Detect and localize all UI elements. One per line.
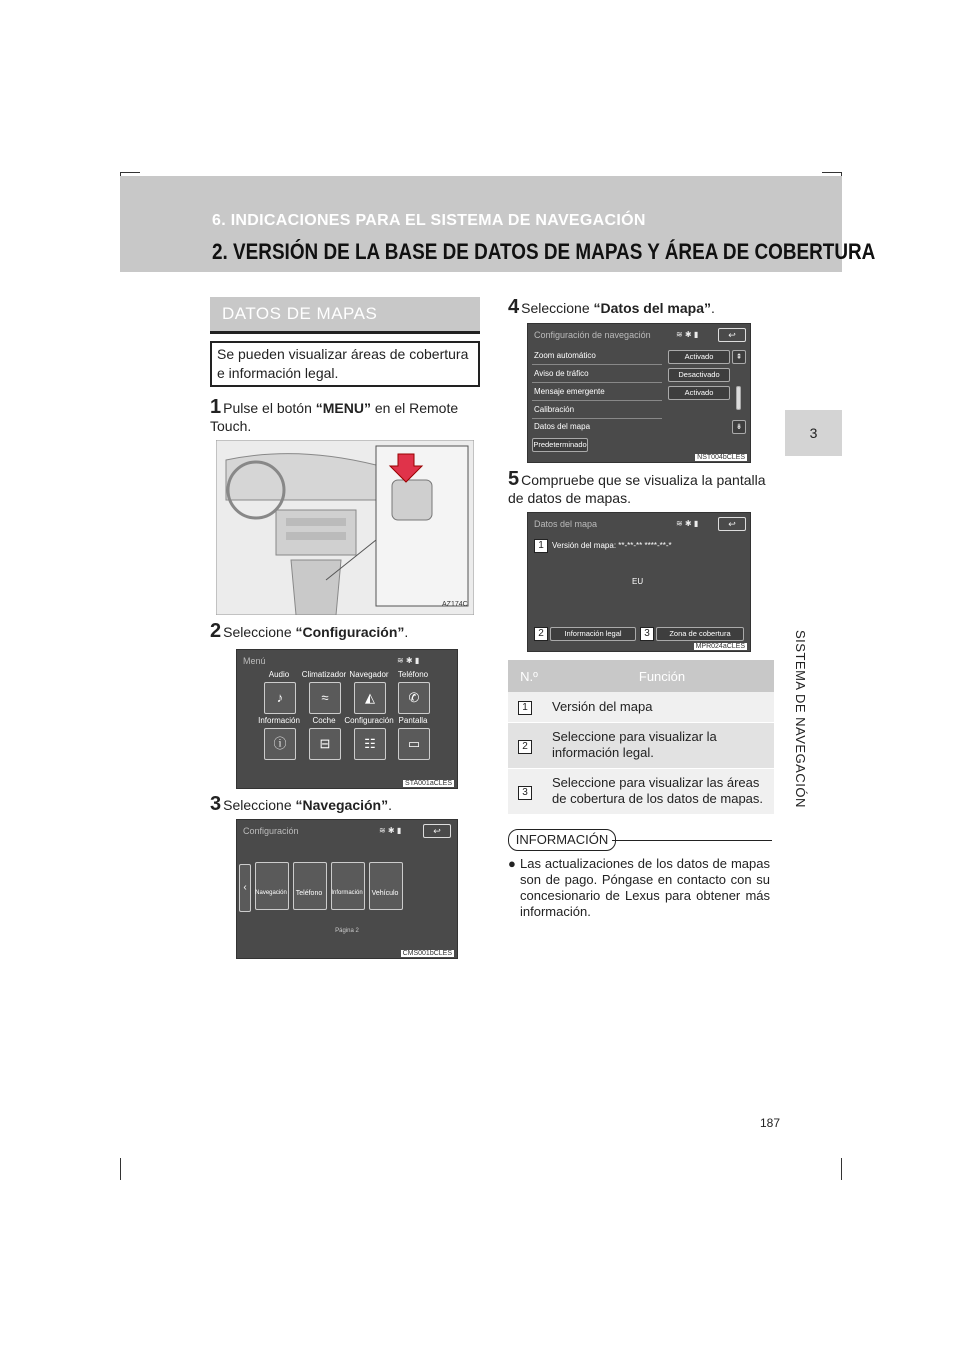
config-screen bbox=[236, 819, 458, 959]
menu-label-settings: Configuración bbox=[344, 716, 394, 725]
step-text: . bbox=[404, 624, 409, 640]
table-row bbox=[508, 768, 774, 814]
back-button[interactable]: ↩ bbox=[718, 328, 746, 342]
table-row bbox=[508, 722, 774, 768]
status-icons: ≋ ✱ ▮ bbox=[676, 330, 699, 339]
status-icons: ≋ ✱ ▮ bbox=[676, 519, 699, 528]
step-number: 5 bbox=[508, 468, 520, 490]
info-paragraph: Las actualizaciones de los datos de mapas son de pago. Póngase en contacto con su concesionario de Lexus para obtener más información. bbox=[520, 856, 770, 919]
row-text: Seleccione para visualizar las áreas de cobertura de los datos de mapas. bbox=[550, 768, 774, 814]
chapter-side-label: SISTEMA DE NAVEGACIÓN bbox=[793, 630, 808, 808]
menu-label-climate: Climatizador bbox=[301, 670, 347, 679]
step-text: Seleccione bbox=[223, 624, 296, 640]
navigation-icon[interactable]: ◭ bbox=[354, 682, 386, 714]
step-number: 2 bbox=[210, 620, 222, 642]
menu-label-info: Información bbox=[258, 716, 300, 725]
row-map-data[interactable]: Datos del mapa bbox=[534, 422, 591, 431]
crop-mark bbox=[120, 1158, 121, 1180]
step-3 bbox=[210, 795, 392, 814]
function-table bbox=[508, 660, 774, 815]
step-text: en el Remote Touch. bbox=[210, 400, 459, 434]
menu-label-car: Coche bbox=[312, 716, 336, 725]
row-number: 1 bbox=[518, 701, 532, 715]
step-number: 3 bbox=[210, 793, 222, 815]
section-title: 2. VERSIÓN DE LA BASE DE DATOS DE MAPAS Y ÁREA DE COBERTURA bbox=[212, 239, 876, 264]
settings-icon[interactable]: ☷ bbox=[354, 728, 386, 760]
config-label-vehicle: Vehículo bbox=[371, 890, 399, 897]
row-divider bbox=[532, 382, 662, 383]
display-icon[interactable]: ▭ bbox=[398, 728, 430, 760]
page-header bbox=[120, 176, 876, 272]
row-number: 3 bbox=[518, 786, 532, 800]
chapter-tab: 3 bbox=[785, 410, 842, 456]
scrollbar[interactable] bbox=[736, 386, 741, 410]
phone-icon[interactable]: ✆ bbox=[398, 682, 430, 714]
traffic-value[interactable]: Desactivado bbox=[668, 368, 730, 382]
console-illustration bbox=[216, 440, 474, 615]
menu-screen bbox=[236, 649, 458, 789]
screen-title: Configuración bbox=[243, 826, 299, 836]
info-item[interactable] bbox=[331, 862, 365, 910]
crop-mark bbox=[822, 172, 842, 173]
step-text: Compruebe que se visualiza la pantalla de datos de mapas. bbox=[508, 472, 766, 506]
step-text: Seleccione bbox=[223, 797, 296, 813]
step-key: “Datos del mapa” bbox=[593, 300, 711, 316]
scroll-up-button[interactable]: ⇞ bbox=[732, 350, 746, 364]
menu-label-phone: Teléfono bbox=[397, 670, 429, 679]
info-icon[interactable]: ⓘ bbox=[264, 728, 296, 760]
map-region: EU bbox=[632, 577, 644, 586]
menu-label-display: Pantalla bbox=[398, 716, 428, 725]
legal-info-button[interactable]: Información legal bbox=[550, 627, 636, 641]
table-header-function: Función bbox=[550, 660, 774, 692]
menu-label-audio: Audio bbox=[268, 670, 290, 679]
step-number: 4 bbox=[508, 296, 520, 318]
step-1 bbox=[210, 398, 482, 435]
auto-zoom-value[interactable]: Activado bbox=[668, 350, 730, 364]
row-divider bbox=[532, 418, 662, 419]
screen-title: Datos del mapa bbox=[534, 519, 598, 529]
step-text: Seleccione bbox=[521, 300, 594, 316]
config-label-phone: Teléfono bbox=[295, 890, 323, 897]
info-divider bbox=[612, 840, 772, 841]
screen-title: Configuración de navegación bbox=[534, 330, 651, 340]
scroll-down-button[interactable]: ⇟ bbox=[732, 420, 746, 434]
callout-1: 1 bbox=[534, 539, 548, 553]
crop-mark bbox=[841, 1158, 842, 1180]
step-key: “Configuración” bbox=[295, 624, 405, 640]
info-text bbox=[508, 856, 770, 920]
nav-config-screen bbox=[527, 323, 751, 463]
page-number: 187 bbox=[760, 1116, 781, 1130]
back-button[interactable]: ↩ bbox=[423, 824, 451, 838]
car-icon[interactable]: ⊟ bbox=[309, 728, 341, 760]
row-calibration[interactable]: Calibración bbox=[534, 405, 575, 414]
audio-icon[interactable]: ♪ bbox=[264, 682, 296, 714]
coverage-area-button[interactable]: Zona de cobertura bbox=[656, 627, 744, 641]
image-code: MPR024aCLES bbox=[695, 643, 745, 650]
menu-label-nav: Navegador bbox=[349, 670, 389, 679]
topic-heading bbox=[210, 297, 480, 334]
step-number: 1 bbox=[210, 396, 222, 418]
vehicle-item[interactable] bbox=[369, 862, 403, 910]
status-icons: ≋ ✱ ▮ bbox=[379, 826, 402, 835]
row-text: Seleccione para visualizar la información legal. bbox=[550, 722, 774, 768]
chevron-left-icon[interactable]: ‹ bbox=[239, 864, 251, 912]
table-header-number: N.º bbox=[508, 660, 550, 692]
phone-item[interactable] bbox=[293, 862, 327, 910]
step-text: Pulse el botón bbox=[223, 400, 316, 416]
info-heading: INFORMACIÓN bbox=[508, 829, 616, 851]
row-divider bbox=[532, 400, 662, 401]
image-code: STA001aCLES bbox=[405, 780, 452, 787]
bullet-icon: ● bbox=[508, 856, 516, 871]
row-traffic[interactable]: Aviso de tráfico bbox=[534, 369, 589, 378]
step-text: . bbox=[711, 300, 715, 316]
row-text: Versión del mapa bbox=[550, 692, 774, 722]
image-code: NST004bCLES bbox=[697, 454, 745, 461]
image-code: AZ174C bbox=[442, 601, 468, 608]
step-2 bbox=[210, 622, 408, 641]
image-code: CMS001bCLES bbox=[402, 950, 452, 957]
back-button[interactable]: ↩ bbox=[718, 517, 746, 531]
climate-icon[interactable]: ≈ bbox=[309, 682, 341, 714]
step-5 bbox=[508, 470, 774, 507]
row-divider bbox=[532, 364, 662, 365]
callout-3: 3 bbox=[640, 627, 654, 641]
chapter-title: 6. INDICACIONES PARA EL SISTEMA DE NAVEGACIÓN bbox=[212, 212, 646, 229]
config-label-nav: Navegación bbox=[255, 890, 287, 896]
config-label-info: Información bbox=[331, 890, 363, 896]
crop-mark bbox=[120, 172, 140, 173]
row-popup[interactable]: Mensaje emergente bbox=[534, 387, 605, 396]
page-indicator: Página 2 bbox=[335, 928, 359, 934]
navigation-item[interactable] bbox=[255, 862, 289, 910]
step-key: “Navegación” bbox=[295, 797, 389, 813]
step-4 bbox=[508, 298, 715, 317]
table-row bbox=[508, 692, 774, 722]
row-number: 2 bbox=[518, 740, 532, 754]
popup-value[interactable]: Activado bbox=[668, 386, 730, 400]
callout-2: 2 bbox=[534, 627, 548, 641]
step-text: . bbox=[388, 797, 392, 813]
screen-title: Menú bbox=[243, 656, 266, 666]
default-button[interactable]: Predeterminado bbox=[532, 438, 588, 452]
topic-note: Se pueden visualizar áreas de cobertura e información legal. bbox=[210, 341, 480, 387]
step-key: “MENU” bbox=[315, 400, 371, 416]
map-data-screen bbox=[527, 512, 751, 652]
topic-title: DATOS DE MAPAS bbox=[222, 304, 378, 323]
row-auto-zoom[interactable]: Zoom automático bbox=[534, 351, 596, 360]
map-version: Versión del mapa: **-**-** ****-**-* bbox=[552, 541, 672, 550]
status-icons: ≋ ✱ ▮ bbox=[397, 656, 420, 665]
